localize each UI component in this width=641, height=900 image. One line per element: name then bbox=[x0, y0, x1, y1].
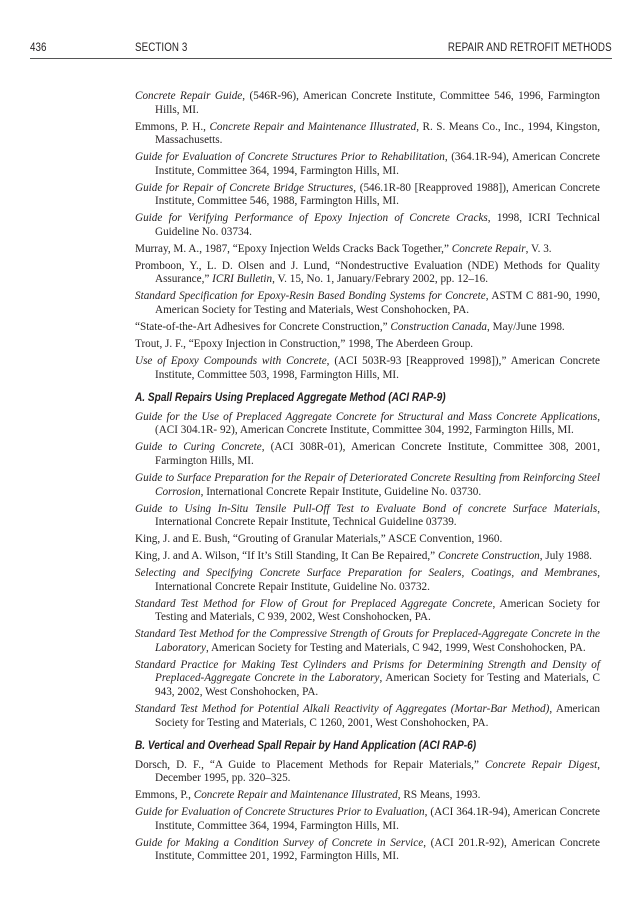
section-heading: B. Vertical and Overhead Spall Repair by Hand Application (ACI RAP-6) bbox=[135, 740, 477, 753]
reference-text: Murray, M. A., 1987, “Epoxy Injection Welds Cracks Back Together,” bbox=[135, 242, 452, 255]
reference-entry bbox=[135, 90, 600, 117]
reference-text: , (546R-96), American Concrete Institute, Committee 546, 1996, Farmington Hills, MI. bbox=[155, 90, 600, 116]
reference-title: Guide for Repair of Concrete Bridge Structures bbox=[135, 181, 354, 194]
reference-entry bbox=[135, 151, 600, 178]
reference-text: , (ACI 503R-93 [Reapproved 1998]),” American Concrete Institute, Committee 503, 1998, Farmington Hills, MI. bbox=[155, 355, 600, 381]
reference-text: , V. 15, No. 1, January/Febrary 2002, pp. 12–16. bbox=[272, 273, 488, 286]
reference-entry bbox=[135, 411, 600, 438]
reference-text: , July 1988. bbox=[539, 550, 592, 563]
reference-title: Use of Epoxy Compounds with Concrete bbox=[135, 355, 327, 367]
reference-title: Construction Canada bbox=[390, 321, 488, 334]
reference-text: , American Society for Testing and Materials, C 942, 1999, West Conshohocken, PA. bbox=[205, 641, 586, 654]
section-label: SECTION 3 bbox=[135, 42, 188, 54]
reference-title: Concrete Repair and Maintenance Illustrated bbox=[209, 120, 417, 133]
reference-entry bbox=[135, 789, 600, 803]
reference-title: Selecting and Specifying Concrete Surface Preparation for Sealers, Coatings, and Membranes bbox=[135, 567, 598, 580]
reference-text: , May/June 1998. bbox=[487, 321, 565, 334]
reference-list bbox=[135, 90, 600, 867]
reference-text: , (364.1R-94), American Concrete Institute, Committee 364, 1994, Farmington Hills, MI. bbox=[155, 151, 600, 177]
reference-title: Standard Test Method for Potential Alkali Reactivity of Aggregates (Mortar-Bar Method) bbox=[135, 702, 550, 715]
reference-text: Emmons, P. H., bbox=[135, 120, 210, 133]
reference-entry bbox=[135, 567, 600, 594]
reference-text: , R. S. Means Co., Inc., 1994, Kingston, Massachusetts. bbox=[155, 120, 601, 147]
reference-title: Standard Specification for Epoxy-Resin Based Bonding Systems for Concrete bbox=[135, 290, 486, 303]
reference-title: Guide to Using In-Situ Tensile Pull-Off Test to Evaluate Bond of concrete Surface Materials bbox=[135, 502, 598, 515]
reference-text: , International Concrete Repair Institute, Technical Guideline 03739. bbox=[155, 502, 600, 529]
reference-text: , (ACI 364.1R-94), American Concrete Institute, Committee 364, 1994, Farmington Hills, MI. bbox=[155, 806, 600, 832]
chapter-title: REPAIR AND RETROFIT METHODS bbox=[448, 42, 612, 54]
reference-text: , (ACI 201.R-92), American Concrete Institute, Committee 201, 1992, Farmington Hills, MI. bbox=[155, 836, 600, 863]
reference-title: Guide for the Use of Preplaced Aggregate Concrete for Structural and Mass Concrete Applications bbox=[135, 410, 598, 423]
reference-entry bbox=[135, 598, 600, 625]
reference-entry bbox=[135, 441, 600, 468]
reference-title: Concrete Repair Digest bbox=[484, 758, 598, 771]
reference-title: Guide for Evaluation of Concrete Structures Prior to Evaluation bbox=[135, 806, 425, 819]
reference-title: Concrete Repair Guide bbox=[135, 90, 243, 102]
reference-entry bbox=[135, 503, 600, 530]
reference-title: Standard Test Method for the Compressive Strength of Grouts for Preplaced-Aggregate Concrete in the Laboratory bbox=[135, 628, 600, 654]
reference-entry bbox=[135, 355, 600, 382]
reference-title: Guide to Surface Preparation for the Repair of Deteriorated Concrete Resulting from Reinforcing Steel Corrosion bbox=[135, 471, 600, 498]
reference-text: King, J. and E. Bush, “Grouting of Granular Materials,” ASCE Convention, 1960. bbox=[135, 533, 503, 546]
reference-text: , ASTM C 881-90, 1990, American Society for Testing and Materials, West Conshohocken, PA. bbox=[155, 290, 600, 317]
reference-entry bbox=[135, 472, 600, 499]
reference-text: King, J. and A. Wilson, “If It’s Still Standing, It Can Be Repaired,” bbox=[135, 550, 438, 563]
reference-title: Concrete Repair bbox=[451, 242, 526, 255]
reference-text: , International Concrete Repair Institute, Guideline No. 03730. bbox=[200, 485, 482, 498]
reference-text: , International Concrete Repair Institute, Guideline No. 03732. bbox=[155, 567, 600, 593]
reference-text: , (ACI 308R-01), American Concrete Institute, Committee 308, 2001, Farmington Hills, MI. bbox=[155, 441, 601, 467]
reference-entry bbox=[135, 212, 600, 239]
reference-text: Emmons, P., bbox=[135, 789, 194, 802]
reference-entry bbox=[135, 182, 600, 209]
reference-title: Guide to Curing Concrete bbox=[135, 441, 262, 454]
reference-entry bbox=[135, 759, 600, 786]
reference-title: Concrete Repair and Maintenance Illustrated bbox=[193, 789, 398, 802]
reference-entry bbox=[135, 628, 600, 655]
reference-title: Guide for Evaluation of Concrete Structures Prior to Rehabilitation bbox=[135, 151, 445, 164]
reference-title: ICRI Bulletin bbox=[212, 273, 273, 286]
reference-text: , RS Means, 1993. bbox=[397, 789, 481, 802]
reference-entry bbox=[135, 659, 600, 700]
reference-entry bbox=[135, 260, 600, 287]
reference-text: Trout, J. F., “Epoxy Injection in Construction,” 1998, The Aberdeen Group. bbox=[135, 338, 474, 351]
reference-title: Standard Test Method for Flow of Grout for Preplaced Aggregate Concrete bbox=[135, 597, 493, 610]
reference-entry bbox=[135, 806, 600, 833]
reference-title: Guide for Making a Condition Survey of Concrete in Service bbox=[135, 836, 424, 849]
reference-title: Concrete Construction bbox=[437, 550, 540, 563]
reference-entry bbox=[135, 338, 600, 352]
reference-text: “State-of-the-Art Adhesives for Concrete Construction,” bbox=[135, 321, 391, 334]
reference-text: Promboon, Y., L. D. Olsen and J. Lund, “Nondestructive Evaluation (NDE) Methods for Quality Assurance,” bbox=[135, 259, 600, 286]
reference-text: , American Society for Testing and Materials, C 943, 2002, West Conshohocken, PA. bbox=[155, 672, 600, 698]
reference-entry bbox=[135, 290, 600, 317]
reference-text: , December 1995, pp. 320–325. bbox=[155, 758, 600, 785]
reference-entry bbox=[135, 121, 600, 148]
running-header bbox=[30, 42, 612, 59]
reference-text: , American Society for Testing and Materials, C 939, 2002, West Conshohocken, PA. bbox=[155, 597, 600, 624]
reference-entry bbox=[135, 703, 600, 730]
reference-title: Standard Practice for Making Test Cylinders and Prisms for Determining Strength and Density of Preplaced-Aggregate Concrete in the Laboratory bbox=[135, 658, 600, 685]
reference-text: , (ACI 304.1R- 92), American Concrete Institute, Committee 304, 1992, Farmington Hills, MI. bbox=[155, 410, 600, 437]
reference-text: , 1998, ICRI Technical Guideline No. 03734. bbox=[155, 212, 600, 238]
reference-text: , V. 3. bbox=[525, 242, 552, 255]
reference-text: Dorsch, D. F., “A Guide to Placement Methods for Repair Materials,” bbox=[135, 758, 485, 771]
reference-text: , (546.1R-80 [Reapproved 1988]), American Concrete Institute, Committee 546, 1988, Farmington Hills, MI. bbox=[155, 181, 600, 208]
reference-entry bbox=[135, 550, 600, 564]
reference-entry bbox=[135, 321, 600, 335]
page-number: 436 bbox=[30, 42, 47, 54]
reference-entry bbox=[135, 837, 600, 864]
reference-entry bbox=[135, 533, 600, 547]
reference-text: , American Society for Testing and Materials, C 1260, 2001, West Conshohocken, PA. bbox=[155, 702, 600, 729]
section-heading: A. Spall Repairs Using Preplaced Aggregate Method (ACI RAP-9) bbox=[135, 392, 446, 405]
reference-title: Guide for Verifying Performance of Epoxy Injection of Concrete Cracks bbox=[135, 212, 488, 225]
reference-entry bbox=[135, 243, 600, 257]
